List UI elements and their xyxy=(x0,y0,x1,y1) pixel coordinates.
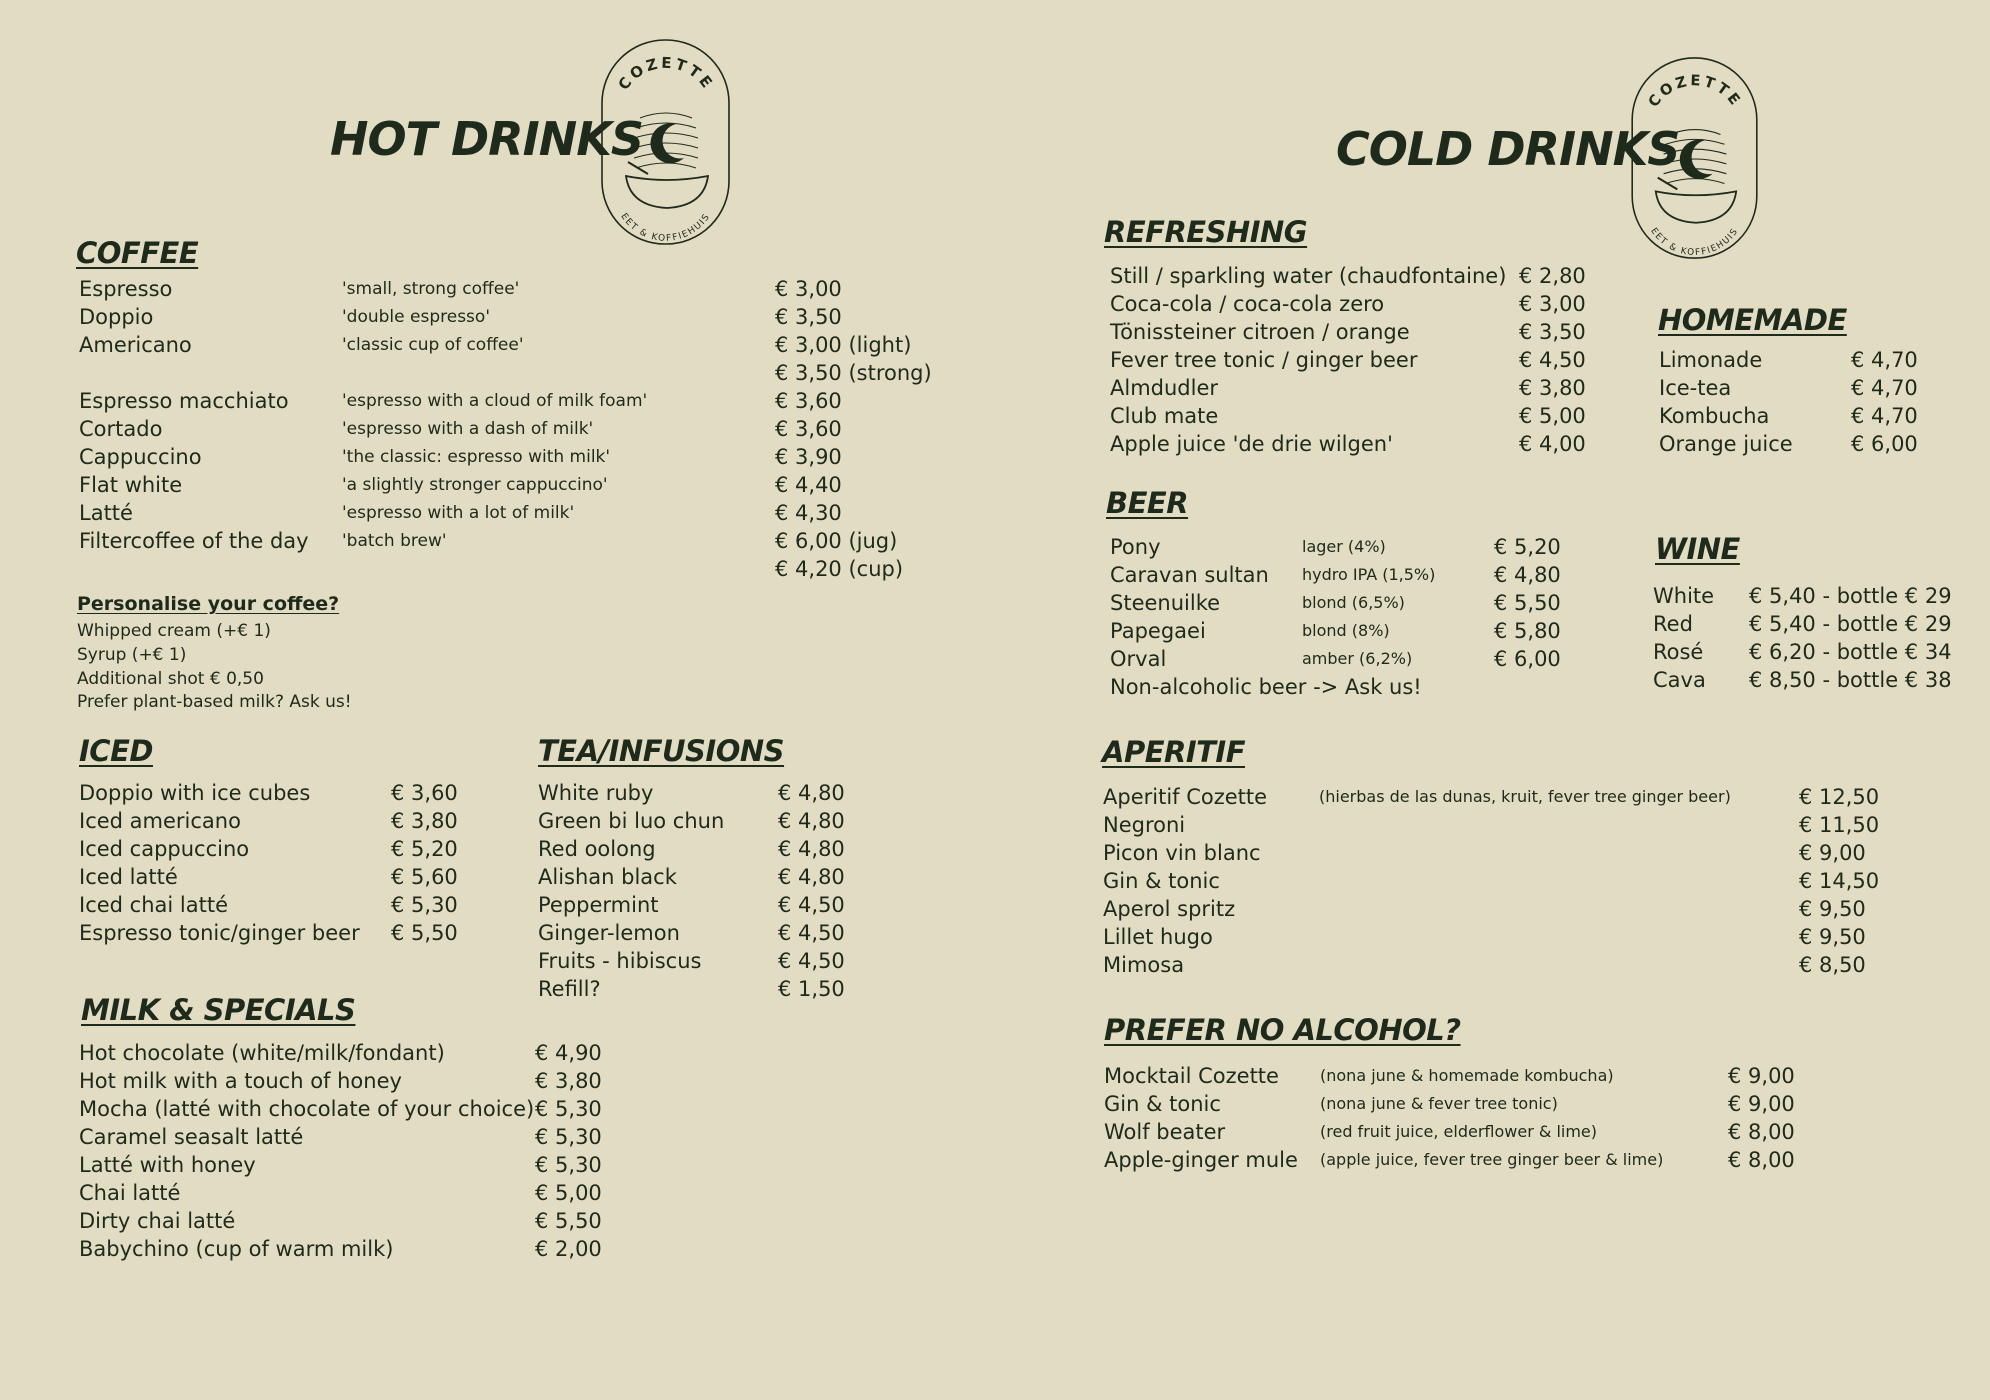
homemade-names xyxy=(1659,346,1793,458)
item-price: € 5,50 xyxy=(1494,591,1561,615)
menu-item: Babychino (cup of warm milk) xyxy=(79,1237,394,1261)
menu-item: Apple juice 'de drie wilgen' xyxy=(1110,432,1393,456)
item-price: € 5,00 xyxy=(1519,404,1586,428)
beer-type: lager (4%) xyxy=(1302,537,1386,556)
svg-text:COZETTE: COZETTE xyxy=(1645,72,1745,111)
item-price: € 5,30 xyxy=(391,893,458,917)
item-price: € 5,20 xyxy=(1494,535,1561,559)
item-description: 'espresso with a lot of milk' xyxy=(342,503,575,523)
item-description: 'the classic: espresso with milk' xyxy=(342,447,611,467)
item-price: € 1,50 xyxy=(778,977,845,1001)
item-price: € 6,20 - bottle € 34 xyxy=(1749,640,1952,664)
item-price: € 4,00 xyxy=(1519,432,1586,456)
item-price: € 4,70 xyxy=(1851,404,1918,428)
tea-prices xyxy=(778,779,845,1003)
menu-item: Rosé xyxy=(1653,640,1704,664)
item-description: (nona june & fever tree tonic) xyxy=(1320,1094,1558,1113)
item-price: € 4,40 xyxy=(775,473,842,497)
item-price: € 9,00 xyxy=(1728,1092,1795,1116)
menu-item: Fever tree tonic / ginger beer xyxy=(1110,348,1418,372)
menu-item: Iced cappuccino xyxy=(79,837,250,861)
no-alcohol-names xyxy=(1104,1062,1298,1174)
menu-item: Iced americano xyxy=(79,809,241,833)
item-price: € 4,50 xyxy=(778,921,845,945)
iced-names xyxy=(79,779,360,947)
beer-heading: BEER xyxy=(1106,486,1189,520)
menu-item: Picon vin blanc xyxy=(1103,841,1261,865)
menu-item: Caramel seasalt latté xyxy=(79,1125,304,1149)
tea-names xyxy=(538,779,724,1003)
aperitif-prices xyxy=(1799,783,1879,979)
refreshing-names xyxy=(1110,262,1506,458)
menu-item: Orange juice xyxy=(1659,432,1793,456)
personalise-line: Prefer plant-based milk? Ask us! xyxy=(77,692,352,712)
menu-item: Chai latté xyxy=(79,1181,181,1205)
menu-item: Ginger-lemon xyxy=(538,921,680,945)
menu-item: Coca-cola / coca-cola zero xyxy=(1110,292,1385,316)
menu-item: Aperitif Cozette xyxy=(1103,785,1268,809)
item-price: € 5,30 xyxy=(535,1125,602,1149)
menu-item: Mocha (latté with chocolate of your choice) xyxy=(79,1097,535,1121)
item-description: (hierbas de las dunas, kruit, fever tree ginger beer) xyxy=(1319,787,1731,806)
personalise-line: Additional shot € 0,50 xyxy=(77,669,264,689)
item-price: € 3,50 (strong) xyxy=(775,361,932,385)
iced-prices xyxy=(391,779,458,947)
homemade-prices xyxy=(1851,346,1918,458)
menu-item: Aperol spritz xyxy=(1103,897,1236,921)
menu-item: Red xyxy=(1653,612,1693,636)
menu-item: Non-alcoholic beer -> Ask us! xyxy=(1110,675,1422,699)
item-price: € 5,00 xyxy=(535,1181,602,1205)
no-alcohol-descriptions xyxy=(1320,1062,1663,1174)
item-price: € 3,80 xyxy=(391,809,458,833)
svg-text:COZETTE: COZETTE xyxy=(614,53,718,94)
menu-item: Espresso tonic/ginger beer xyxy=(79,921,360,945)
cozette-logo xyxy=(1627,54,1762,262)
item-price: € 5,40 - bottle € 29 xyxy=(1749,584,1952,608)
personalise-line: Whipped cream (+€ 1) xyxy=(77,621,271,641)
cold-drinks-title: COLD DRINKS xyxy=(1336,122,1680,176)
cozette-logo xyxy=(598,36,733,248)
item-price: € 14,50 xyxy=(1799,869,1880,893)
iced-heading: ICED xyxy=(79,734,153,768)
item-price: € 3,50 xyxy=(775,305,842,329)
menu-item: Orval xyxy=(1110,647,1167,671)
item-price: € 4,50 xyxy=(778,893,845,917)
menu-item: Cava xyxy=(1653,668,1706,692)
menu-item: Caravan sultan xyxy=(1110,563,1269,587)
item-price: € 5,60 xyxy=(391,865,458,889)
menu-item: Doppio with ice cubes xyxy=(79,781,311,805)
item-price: € 5,30 xyxy=(535,1097,602,1121)
item-price: € 3,80 xyxy=(1519,376,1586,400)
beer-type: amber (6,2%) xyxy=(1302,649,1413,668)
item-price: € 9,00 xyxy=(1728,1064,1795,1088)
item-price: € 3,90 xyxy=(775,445,842,469)
menu-item: Pony xyxy=(1110,535,1161,559)
menu-item: Apple-ginger mule xyxy=(1104,1148,1298,1172)
menu-item: Espresso macchiato xyxy=(79,389,289,413)
beer-prices xyxy=(1494,533,1561,673)
item-price: € 4,20 (cup) xyxy=(775,557,904,581)
item-price: € 4,80 xyxy=(778,809,845,833)
menu-item xyxy=(79,359,309,387)
item-price: € 5,50 xyxy=(391,921,458,945)
item-price: € 4,70 xyxy=(1851,376,1918,400)
menu-item: Ice-tea xyxy=(1659,376,1732,400)
no-alcohol-heading: PREFER NO ALCOHOL? xyxy=(1104,1013,1461,1047)
item-price: € 3,50 xyxy=(1519,320,1586,344)
item-description xyxy=(342,359,647,387)
item-price: € 6,00 xyxy=(1494,647,1561,671)
item-price: € 5,80 xyxy=(1494,619,1561,643)
item-price: € 3,00 xyxy=(1519,292,1586,316)
menu-item: Tönissteiner citroen / orange xyxy=(1110,320,1410,344)
item-description: 'classic cup of coffee' xyxy=(342,335,524,355)
item-price: € 2,80 xyxy=(1519,264,1586,288)
menu-item: Latté with honey xyxy=(79,1153,256,1177)
svg-text:EET & KOFFIEHUIS: EET & KOFFIEHUIS xyxy=(618,211,713,244)
menu-item: Green bi luo chun xyxy=(538,809,725,833)
menu-item: Filtercoffee of the day xyxy=(79,529,309,553)
menu-item: Iced chai latté xyxy=(79,893,228,917)
item-price: € 4,80 xyxy=(778,865,845,889)
item-price: € 3,60 xyxy=(775,389,842,413)
no-alcohol-prices xyxy=(1728,1062,1795,1174)
item-description: 'batch brew' xyxy=(342,531,447,551)
menu-item: Gin & tonic xyxy=(1104,1092,1221,1116)
menu-item: Hot milk with a touch of honey xyxy=(79,1069,402,1093)
coffee-heading: COFFEE xyxy=(76,236,199,270)
milk-prices xyxy=(535,1039,602,1263)
menu-item: Alishan black xyxy=(538,865,677,889)
item-price: € 4,90 xyxy=(535,1041,602,1065)
item-description: 'espresso with a cloud of milk foam' xyxy=(342,391,648,411)
item-price: € 4,80 xyxy=(1494,563,1561,587)
milk-specials-heading: MILK & SPECIALS xyxy=(81,993,356,1027)
item-description: 'small, strong coffee' xyxy=(342,279,520,299)
menu-item: Peppermint xyxy=(538,893,659,917)
item-description: (apple juice, fever tree ginger beer & lime) xyxy=(1320,1150,1664,1169)
wine-heading: WINE xyxy=(1655,532,1740,566)
menu-item: Limonade xyxy=(1659,348,1763,372)
beer-type: hydro IPA (1,5%) xyxy=(1302,565,1436,584)
item-price: € 9,50 xyxy=(1799,925,1866,949)
menu-item: Latté xyxy=(79,501,133,525)
menu-item: Refill? xyxy=(538,977,601,1001)
item-price: € 5,20 xyxy=(391,837,458,861)
item-price: € 3,00 xyxy=(775,277,842,301)
beer-type: blond (6,5%) xyxy=(1302,593,1405,612)
menu-item: Almdudler xyxy=(1110,376,1219,400)
refreshing-heading: REFRESHING xyxy=(1104,215,1308,249)
aperitif-names xyxy=(1103,783,1267,979)
menu-item: Hot chocolate (white/milk/fondant) xyxy=(79,1041,445,1065)
item-price: € 4,80 xyxy=(778,781,845,805)
item-price: € 8,00 xyxy=(1728,1120,1795,1144)
tea-heading: TEA/INFUSIONS xyxy=(538,734,785,768)
item-price: € 3,00 (light) xyxy=(775,333,912,357)
item-price: € 9,50 xyxy=(1799,897,1866,921)
menu-item: Doppio xyxy=(79,305,154,329)
item-price: € 6,00 (jug) xyxy=(775,529,898,553)
item-description: 'double espresso' xyxy=(342,307,490,327)
menu-item: White xyxy=(1653,584,1715,608)
beer-type: blond (8%) xyxy=(1302,621,1390,640)
item-price: € 12,50 xyxy=(1799,785,1880,809)
menu-item: Flat white xyxy=(79,473,183,497)
menu-item: Lillet hugo xyxy=(1103,925,1213,949)
menu-item: Steenuilke xyxy=(1110,591,1221,615)
menu-item: Gin & tonic xyxy=(1103,869,1220,893)
item-description: 'espresso with a dash of milk' xyxy=(342,419,594,439)
menu-item: White ruby xyxy=(538,781,654,805)
item-description: (red fruit juice, elderflower & lime) xyxy=(1320,1122,1598,1141)
item-price: € 8,00 xyxy=(1728,1148,1795,1172)
item-price: € 5,40 - bottle € 29 xyxy=(1749,612,1952,636)
wine-names xyxy=(1653,582,1714,694)
menu-item: Americano xyxy=(79,333,192,357)
svg-text:EET & KOFFIEHUIS: EET & KOFFIEHUIS xyxy=(1648,226,1741,259)
item-price: € 3,80 xyxy=(535,1069,602,1093)
menu-item: Club mate xyxy=(1110,404,1219,428)
coffee-descriptions xyxy=(342,275,647,555)
menu-item: Iced latté xyxy=(79,865,178,889)
homemade-heading: HOMEMADE xyxy=(1658,303,1847,337)
wine-prices xyxy=(1749,582,1952,694)
menu-item: Wolf beater xyxy=(1104,1120,1226,1144)
item-price: € 6,00 xyxy=(1851,432,1918,456)
item-price: € 4,50 xyxy=(1519,348,1586,372)
beer-types xyxy=(1302,533,1435,673)
item-price: € 3,60 xyxy=(391,781,458,805)
item-price: € 4,70 xyxy=(1851,348,1918,372)
menu-item: Cortado xyxy=(79,417,163,441)
item-price: € 4,80 xyxy=(778,837,845,861)
item-price: € 8,50 - bottle € 38 xyxy=(1749,668,1952,692)
refreshing-prices xyxy=(1519,262,1586,458)
item-price: € 4,30 xyxy=(775,501,842,525)
aperitif-note-col xyxy=(1319,783,1731,811)
milk-names xyxy=(79,1039,534,1263)
coffee-prices xyxy=(775,275,932,583)
item-price: € 11,50 xyxy=(1799,813,1880,837)
item-description: 'a slightly stronger cappuccino' xyxy=(342,475,608,495)
menu-item: Espresso xyxy=(79,277,173,301)
menu-item: Cappuccino xyxy=(79,445,202,469)
menu-item: Kombucha xyxy=(1659,404,1770,428)
personalise-line: Syrup (+€ 1) xyxy=(77,645,187,665)
coffee-names xyxy=(79,275,309,555)
item-price: € 2,00 xyxy=(535,1237,602,1261)
menu-item: Mocktail Cozette xyxy=(1104,1064,1279,1088)
menu-item: Negroni xyxy=(1103,813,1186,837)
menu-item: Dirty chai latté xyxy=(79,1209,236,1233)
item-description: (nona june & homemade kombucha) xyxy=(1320,1066,1614,1085)
item-price: € 3,60 xyxy=(775,417,842,441)
menu-item: Still / sparkling water (chaudfontaine) xyxy=(1110,264,1507,288)
item-price: € 5,50 xyxy=(535,1209,602,1233)
personalise-heading: Personalise your coffee? xyxy=(77,593,340,615)
item-price: € 4,50 xyxy=(778,949,845,973)
item-price: € 9,00 xyxy=(1799,841,1866,865)
menu-item: Papegaei xyxy=(1110,619,1206,643)
menu-item: Mimosa xyxy=(1103,953,1185,977)
menu-item: Red oolong xyxy=(538,837,656,861)
menu-item: Fruits - hibiscus xyxy=(538,949,702,973)
hot-drinks-title: HOT DRINKS xyxy=(330,112,643,166)
aperitif-heading: APERITIF xyxy=(1102,735,1246,769)
item-price: € 8,50 xyxy=(1799,953,1866,977)
item-price: € 5,30 xyxy=(535,1153,602,1177)
